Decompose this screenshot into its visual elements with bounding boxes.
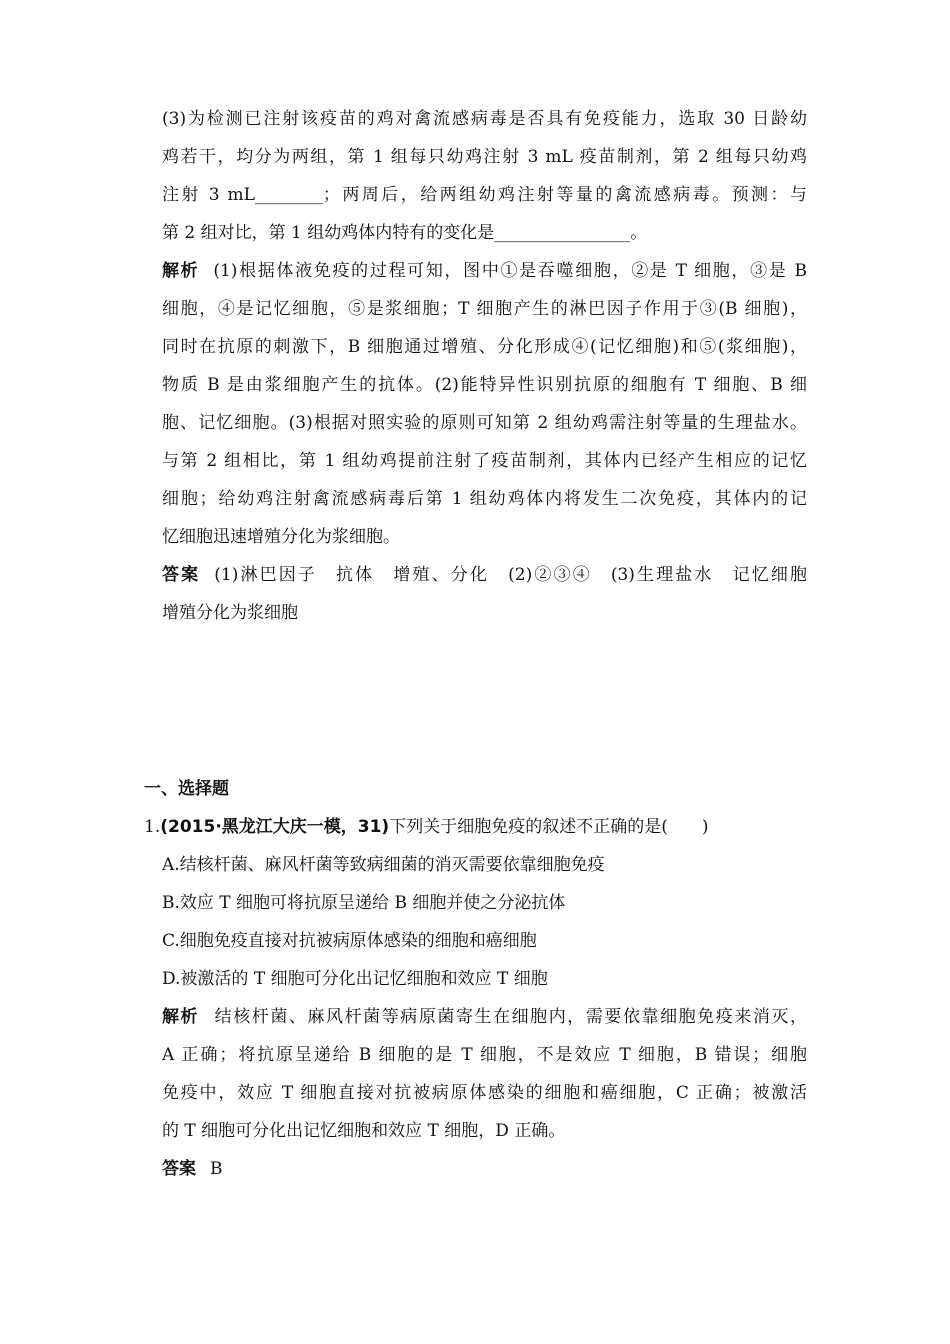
analysis-1-line-1 bbox=[162, 261, 807, 281]
analysis-1-line-8: 忆细胞迅速增殖分化为浆细胞。 bbox=[162, 527, 400, 547]
question-1-option-a: A.结核杆菌、麻风杆菌等致病细菌的消灭需要依靠细胞免疫 bbox=[162, 855, 605, 875]
analysis-2-line-4: 的 T 细胞可分化出记忆细胞和效应 T 细胞，D 正确。 bbox=[162, 1121, 566, 1141]
answer-2-label: 答案 bbox=[162, 1159, 196, 1179]
q3-line-4: 第 2 组对比，第 1 组幼鸡体内特有的变化是________________。 bbox=[162, 223, 648, 243]
section-title: 一、选择题 bbox=[144, 779, 229, 799]
q3-line-2: 鸡若干，均分为两组，第 1 组每只幼鸡注射 3 mL 疫苗制剂，第 2 组每只幼鸡 bbox=[162, 147, 807, 167]
analysis-2-line-1 bbox=[162, 1007, 807, 1027]
question-1-source: (2015·黑龙江大庆一模，31) bbox=[160, 817, 390, 837]
analysis-1-label: 解析 bbox=[162, 261, 200, 281]
analysis-2-line-2: A 正确；将抗原呈递给 B 细胞的是 T 细胞，不是效应 T 细胞，B 错误；细胞 bbox=[162, 1045, 807, 1065]
q3-line-1: (3)为检测已注射该疫苗的鸡对禽流感病毒是否具有免疫能力，选取 30 日龄幼 bbox=[162, 109, 807, 129]
question-1-option-b: B.效应 T 细胞可将抗原呈递给 B 细胞并使之分泌抗体 bbox=[162, 893, 566, 913]
analysis-1-line-6: 与第 2 组相比，第 1 组幼鸡提前注射了疫苗制剂，其体内已经产生相应的记忆 bbox=[162, 451, 807, 471]
q3-line-3: 注射 3 mL________；两周后，给两组幼鸡注射等量的禽流感病毒。预测：与 bbox=[162, 185, 807, 205]
question-1-stem bbox=[144, 817, 807, 837]
analysis-1-line-3: 同时在抗原的刺激下，B 细胞通过增殖、分化形成④(记忆细胞)和⑤(浆细胞)， bbox=[162, 337, 807, 357]
analysis-1-line-2: 细胞，④是记忆细胞，⑤是浆细胞；T 细胞产生的淋巴因子作用于③(B 细胞)， bbox=[162, 299, 807, 319]
analysis-1-line-7: 细胞；给幼鸡注射禽流感病毒后第 1 组幼鸡体内将发生二次免疫，其体内的记 bbox=[162, 489, 807, 509]
question-1-text: 下列关于细胞免疫的叙述不正确的是( ) bbox=[389, 817, 709, 837]
analysis-2-line-3: 免疫中，效应 T 细胞直接对抗被病原体感染的细胞和癌细胞，C 正确；被激活 bbox=[162, 1083, 807, 1103]
question-1-option-d: D.被激活的 T 细胞可分化出记忆细胞和效应 T 细胞 bbox=[162, 969, 548, 989]
answer-2-line bbox=[162, 1159, 807, 1179]
answer-1-line-2: 增殖分化为浆细胞 bbox=[162, 603, 298, 623]
analysis-1-line-5: 胞、记忆细胞。(3)根据对照实验的原则可知第 2 组幼鸡需注射等量的生理盐水。 bbox=[162, 413, 807, 433]
question-1-number: 1. bbox=[144, 817, 161, 837]
answer-1-line-1 bbox=[162, 565, 807, 585]
question-1-option-c: C.细胞免疫直接对抗被病原体感染的细胞和癌细胞 bbox=[162, 931, 537, 951]
answer-1-text: (1)淋巴因子 抗体 增殖、分化 (2)②③④ (3)生理盐水 记忆细胞 bbox=[214, 565, 807, 585]
analysis-1-text: (1)根据体液免疫的过程可知，图中①是吞噬细胞，②是 T 细胞，③是 B bbox=[213, 261, 807, 281]
analysis-2-text: 结核杆菌、麻风杆菌等病原菌寄生在细胞内，需要依靠细胞免疫来消灭， bbox=[213, 1007, 807, 1027]
analysis-2-label: 解析 bbox=[162, 1007, 200, 1027]
analysis-1-line-4: 物质 B 是由浆细胞产生的抗体。(2)能特异性识别抗原的细胞有 T 细胞、B 细 bbox=[162, 375, 807, 395]
answer-2-value: B bbox=[210, 1159, 223, 1179]
answer-1-label: 答案 bbox=[162, 565, 201, 585]
